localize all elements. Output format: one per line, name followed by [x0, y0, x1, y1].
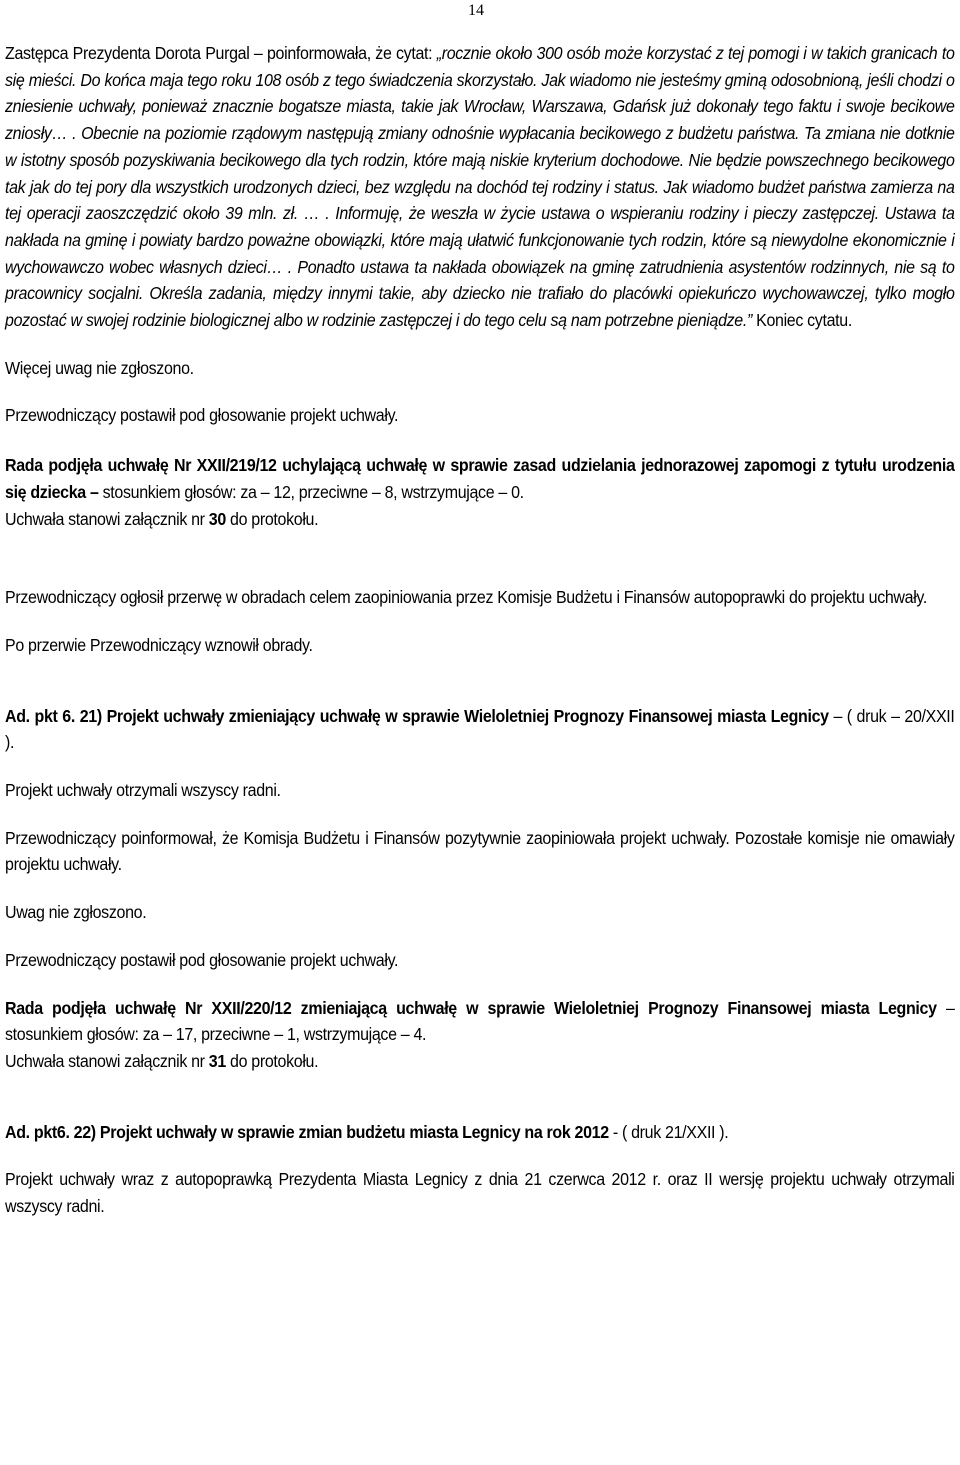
resolution-219-annex-pre: Uchwała stanowi załącznik nr: [5, 508, 209, 529]
resolution-219-annex-num: 30: [208, 508, 226, 529]
agenda-item-22: [5, 1119, 955, 1146]
quote-paragraph: [5, 40, 955, 334]
resolution-220-votes: – stosunkiem głosów: za – 17, przeciwne – 1, wstrzymujące – 4.: [5, 997, 955, 1045]
resolution-219-title: Rada podjęła uchwałę Nr XXII/219/12 uchylającą uchwałę w sprawie zasad udzielania jednorazowej zapomogi z tytułu urodzenia się dziecka –: [5, 455, 955, 502]
no-remarks: Uwag nie zgłoszono.: [5, 902, 147, 923]
quote-text: „rocznie około 300 osób może korzystać z tej pomogi i w takich granicach to się mieści. Do końca maja tego roku 108 osób z tego świadczenia skorzystało. Jak wiadomo nie jesteśmy gminą odosobnioną, jeśli chodzi o zniesienie uchwały, ponieważ znacznie bogatsze miasta, takie jak Wrocław, Warszawa, Gdańsk już dokonały tego faktu i swoje becikowe zniosły… . Obecnie na poziomie rządowym następują zmiany odnośnie wypłacania becikowego z budżetu państwa. Ta zmiana nie dotknie w istotny sposób pozyskiwania becikowego dla tych rodzin, które mają niskie kryterium dochodowe. Nie będzie powszechnego becikowego tak jak do tej pory dla wszystkich urodzonych dzieci, bez względu na dochód tej rodziny i status. Jak wiadomo budżet państwa zamierza na tej operacji zaoszczędzić około 39 mln. zł. … . Informuję, że weszła w życie ustawa o wspieraniu rodziny i pieczy zastępczej. Ustawa ta nakłada na gminę i powiaty bardzo poważne obowiązki, które mają ułatwić funkcjonowanie tych rodzin, które są niewydolne ekonomicznie i wychowawczo wobec własnych dzieci… . Ponadto ustawa ta nakłada obowiązek na gminę zatrudnienia asystentów rodzinnych, nie są to pracownicy socjalni. Określa zadania, między innymi takie, aby dziecko nie trafiało do placówki opiekuńczo wychowawczej, tylko mogło pozostać w swojej rodzinie biologicznej albo w rodzinie zastępczej i do tego celu są nam potrzebne pieniądze.”: [5, 43, 955, 331]
resolution-220-title: Rada podjęła uchwałę Nr XXII/220/12 zmieniającą uchwałę w sprawie Wieloletniej Prognozy Finansowej miasta Legnicy: [5, 997, 937, 1018]
page-number: 14: [468, 2, 484, 19]
resolution-219-annex-post: do protokołu.: [225, 508, 319, 529]
agenda-item-21-print: – ( druk – 20/XXII ).: [5, 705, 955, 753]
resolution-220-annex-post: do protokołu.: [225, 1050, 319, 1071]
resolution-219-votes: stosunkiem głosów: za – 12, przeciwne – 8, wstrzymujące – 0.: [98, 481, 524, 502]
agenda-item-21: [5, 703, 955, 756]
agenda-item-22-print: - ( druk 21/XXII ).: [608, 1121, 729, 1142]
committee-opinion: Przewodniczący poinformował, że Komisja Budżetu i Finansów pozytywnie zaopiniowała projekt uchwały. Pozostałe komisje nie omawiały projektu uchwały.: [5, 827, 955, 875]
vote-put-1: Przewodniczący postawił pod głosowanie projekt uchwały.: [5, 405, 399, 426]
vote-put-2: Przewodniczący postawił pod głosowanie projekt uchwały.: [5, 949, 399, 970]
draft-received-1: Projekt uchwały otrzymali wszyscy radni.: [5, 780, 281, 801]
resolution-219: [5, 452, 955, 532]
session-resumed: Po przerwie Przewodniczący wznowił obrady.: [5, 634, 313, 655]
agenda-item-22-title: Ad. pkt6. 22) Projekt uchwały w sprawie zmian budżetu miasta Legnicy na rok 2012: [5, 1121, 609, 1142]
resolution-220: [5, 995, 955, 1075]
quote-intro: Zastępca Prezydenta Dorota Purgal – poinformowała, że cytat:: [5, 43, 437, 63]
draft-received-2: Projekt uchwały wraz z autopoprawką Prezydenta Miasta Legnicy z dnia 21 czerwca 2012 r. oraz II wersję projektu uchwały otrzymali wszyscy radni.: [5, 1169, 955, 1217]
break-announcement: Przewodniczący ogłosił przerwę w obradach celem zaopiniowania przez Komisje Budżetu i Finansów autopoprawki do projektu uchwały.: [5, 587, 928, 608]
agenda-item-21-title: Ad. pkt 6. 21) Projekt uchwały zmieniający uchwałę w sprawie Wieloletniej Prognozy Finansowej miasta Legnicy: [5, 705, 829, 726]
resolution-220-annex-num: 31: [208, 1050, 226, 1071]
quote-end: Koniec cytatu.: [751, 310, 852, 331]
document-body: [5, 40, 955, 1220]
no-more-remarks: Więcej uwag nie zgłoszono.: [5, 357, 194, 378]
resolution-220-annex-pre: Uchwała stanowi załącznik nr: [5, 1050, 209, 1071]
